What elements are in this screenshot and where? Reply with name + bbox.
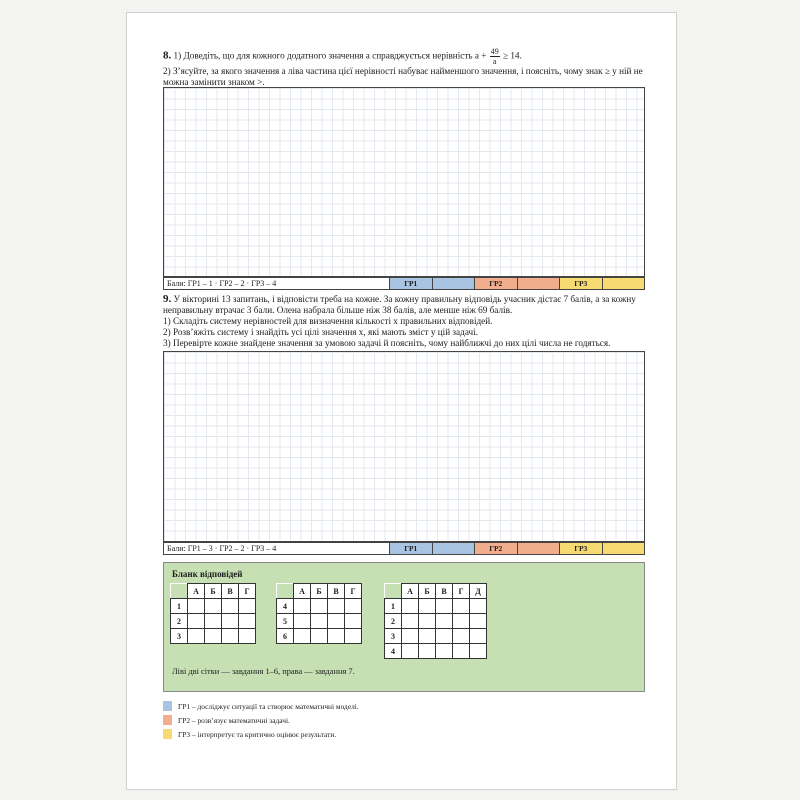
answer-cell[interactable] xyxy=(205,614,222,629)
answer-cell[interactable] xyxy=(222,614,239,629)
task-8-gr1-box[interactable] xyxy=(433,278,476,289)
answer-cell[interactable] xyxy=(470,644,487,659)
col-header: Г xyxy=(345,584,362,599)
answer-cell[interactable] xyxy=(453,614,470,629)
answer-cell[interactable] xyxy=(419,614,436,629)
answer-cell[interactable] xyxy=(188,629,205,644)
answer-sheet xyxy=(163,562,645,692)
task-9-number: 9. xyxy=(163,293,172,305)
task-8-line2: 2) З’ясуйте, за якого значення a ліва частина цієї нерівності набуває найменшого значення, і поясніть, чому знак ≥ у ній не можна замінити знаком >. xyxy=(163,66,643,88)
answer-cell[interactable] xyxy=(222,629,239,644)
col-header: А xyxy=(402,584,419,599)
task-8-gr3-box[interactable] xyxy=(603,278,645,289)
answer-cell[interactable] xyxy=(205,629,222,644)
grid-corner xyxy=(171,584,188,599)
task-9-gr1-label: ГР1 xyxy=(390,543,433,554)
answer-cell[interactable] xyxy=(328,614,345,629)
col-header: Б xyxy=(311,584,328,599)
legend-text-gr2: ГР2 – розв’язує математичні задачі. xyxy=(178,715,290,725)
answer-cell[interactable] xyxy=(419,644,436,659)
answer-cell[interactable] xyxy=(311,629,328,644)
answer-cell[interactable] xyxy=(436,629,453,644)
answer-grid-1-3 xyxy=(170,583,256,644)
task-8-answer-grid[interactable] xyxy=(163,87,645,277)
answer-cell[interactable] xyxy=(294,599,311,614)
task-8-points: Бали: ГР1 – 1 · ГР2 – 2 · ГР3 – 4 xyxy=(164,278,390,289)
answer-cell[interactable] xyxy=(239,599,256,614)
grid-corner xyxy=(277,584,294,599)
task-8-gr2-box[interactable] xyxy=(518,278,561,289)
task-9-line1: У вікторині 13 запитань, і відповісти треба на кожне. За кожну правильну відповідь учасник дістає 7 балів, а за кожну неправильну втрачає 3 бали. Олена набрала більше ніж 38 балів, але менше ніж 69 балів. xyxy=(163,294,636,316)
answer-cell[interactable] xyxy=(294,629,311,644)
answer-cell[interactable] xyxy=(470,629,487,644)
task-8-gr2-label: ГР2 xyxy=(475,278,518,289)
answer-grid-task-7 xyxy=(384,583,487,659)
task-9-gr2-label: ГР2 xyxy=(475,543,518,554)
legend-text-gr1: ГР1 – досліджує ситуації та створює математичні моделі. xyxy=(178,701,359,711)
col-header: Г xyxy=(453,584,470,599)
answer-cell[interactable] xyxy=(436,614,453,629)
answer-cell[interactable] xyxy=(328,629,345,644)
task-9-gr3-label: ГР3 xyxy=(560,543,603,554)
task-9-line2: 1) Складіть систему нерівностей для визначення кількості x правильних відповідей. xyxy=(163,316,493,327)
legend-gr1 xyxy=(163,701,359,711)
task-8-text xyxy=(163,47,646,88)
answer-cell[interactable] xyxy=(470,614,487,629)
legend-gr2 xyxy=(163,715,290,725)
row-number: 4 xyxy=(385,644,402,659)
answer-cell[interactable] xyxy=(419,629,436,644)
task-8-gr3-label: ГР3 xyxy=(560,278,603,289)
answer-cell[interactable] xyxy=(222,599,239,614)
answer-cell[interactable] xyxy=(436,644,453,659)
row-number: 3 xyxy=(385,629,402,644)
task-8-line1-end: ≥ 14. xyxy=(503,50,522,61)
answer-cell[interactable] xyxy=(328,599,345,614)
answer-cell[interactable] xyxy=(436,599,453,614)
task-9-gr3-box[interactable] xyxy=(603,543,645,554)
col-header: В xyxy=(222,584,239,599)
answer-cell[interactable] xyxy=(311,599,328,614)
answer-sheet-note: Ліві дві сітки — завдання 1–6, права — завдання 7. xyxy=(172,667,355,676)
legend-swatch-yellow xyxy=(163,729,172,739)
task-8-line1: 1) Доведіть, що для кожного додатного значення a справджується нерівність a + xyxy=(173,50,487,61)
row-number: 6 xyxy=(277,629,294,644)
answer-cell[interactable] xyxy=(239,614,256,629)
row-number: 3 xyxy=(171,629,188,644)
answer-cell[interactable] xyxy=(453,599,470,614)
answer-cell[interactable] xyxy=(345,629,362,644)
legend-text-gr3: ГР3 – інтерпретує та критично оцінює результати. xyxy=(178,729,337,739)
task-8-score-row xyxy=(163,277,645,290)
col-header: В xyxy=(436,584,453,599)
answer-cell[interactable] xyxy=(294,614,311,629)
col-header: В xyxy=(328,584,345,599)
task-9-line3: 2) Розв’яжіть систему і знайдіть усі цілі значення x, які мають зміст у цій задачі. xyxy=(163,327,478,338)
row-number: 4 xyxy=(277,599,294,614)
answer-cell[interactable] xyxy=(345,599,362,614)
legend-swatch-blue xyxy=(163,701,172,711)
worksheet-page xyxy=(126,12,677,790)
col-header: Б xyxy=(205,584,222,599)
task-9-points: Бали: ГР1 – 3 · ГР2 – 2 · ГР3 – 4 xyxy=(164,543,390,554)
fraction-numerator: 49 xyxy=(490,47,499,56)
col-header: Б xyxy=(419,584,436,599)
col-header: Г xyxy=(239,584,256,599)
task-9-score-row xyxy=(163,542,645,555)
answer-sheet-title: Бланк відповідей xyxy=(172,569,243,579)
fraction-49-over-a xyxy=(490,47,500,66)
task-9-text xyxy=(163,294,646,349)
row-number: 2 xyxy=(171,614,188,629)
answer-cell[interactable] xyxy=(453,644,470,659)
legend-swatch-orange xyxy=(163,715,172,725)
col-header: Д xyxy=(470,584,487,599)
task-9-gr2-box[interactable] xyxy=(518,543,561,554)
col-header: А xyxy=(188,584,205,599)
row-number: 5 xyxy=(277,614,294,629)
row-number: 1 xyxy=(385,599,402,614)
row-number: 1 xyxy=(171,599,188,614)
task-9-gr1-box[interactable] xyxy=(433,543,476,554)
grid-corner xyxy=(385,584,402,599)
answer-grid-4-6 xyxy=(276,583,362,644)
task-9-answer-grid[interactable] xyxy=(163,351,645,542)
answer-cell[interactable] xyxy=(188,614,205,629)
fraction-denominator: a xyxy=(492,57,497,66)
answer-cell[interactable] xyxy=(188,599,205,614)
legend-gr3 xyxy=(163,729,336,739)
answer-cell[interactable] xyxy=(402,629,419,644)
answer-cell[interactable] xyxy=(205,599,222,614)
answer-cell[interactable] xyxy=(239,629,256,644)
task-8-gr1-label: ГР1 xyxy=(390,278,433,289)
answer-cell[interactable] xyxy=(402,614,419,629)
answer-cell[interactable] xyxy=(402,644,419,659)
row-number: 2 xyxy=(385,614,402,629)
answer-cell[interactable] xyxy=(419,599,436,614)
task-8-number: 8. xyxy=(163,49,172,62)
answer-cell[interactable] xyxy=(402,599,419,614)
answer-cell[interactable] xyxy=(453,629,470,644)
col-header: А xyxy=(294,584,311,599)
answer-cell[interactable] xyxy=(311,614,328,629)
answer-cell[interactable] xyxy=(470,599,487,614)
task-9-line4: 3) Перевірте кожне знайдене значення за умовою задачі й поясніть, чому найближчі до них цілі числа не годяться. xyxy=(163,338,611,349)
answer-cell[interactable] xyxy=(345,614,362,629)
